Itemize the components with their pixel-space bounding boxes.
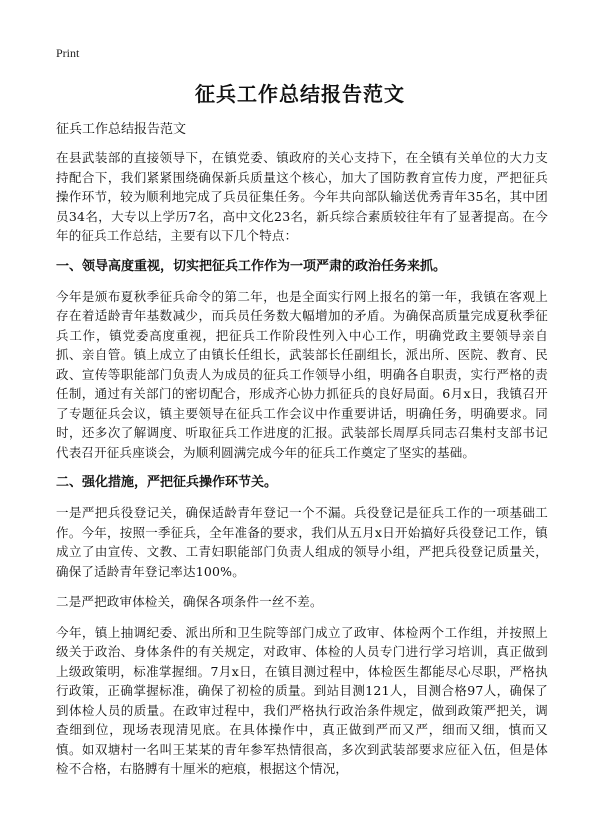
- section-1-heading: 一、领导高度重视，切实把征兵工作作为一项严肃的政治任务来抓。: [56, 258, 447, 274]
- print-link[interactable]: Print: [56, 46, 80, 60]
- document-body: [56, 120, 548, 790]
- section-2-paragraph-3: 今年，镇上抽调纪委、派出所和卫生院等部门成立了政审、体检两个工作组，并按照上级关于政治、身体条件的有关规定，对政审、体检的人员专门进行学习培训，真正做到上级政策明，标准掌握细。7月x日，在镇目测过程中，体检医生都能尽心尽职，严格执行政策，正确掌握标准，确保了初检的质量。到站目测121人，目测合格97人，确保了到体检人员的质量。在政审过程中，我们严格执行政治条件规定，做到政策严把关，调查细到位，现场表现清见底。在具体操作中，真正做到严而又严，细而又细，慎而又慎。如双塘村一名叫王某某的青年参军热情很高，多次到武装部要求应征入伍，但是体检不合格，右胳膊有十厘米的疤痕，根据这个情况，: [56, 624, 548, 776]
- section-2-paragraph-1: 一是严把兵役登记关，确保适龄青年登记一个不漏。兵役登记是征兵工作的一项基础工作。今年，按照一季征兵，全年准备的要求，我们从五月x日开始搞好兵役登记工作，镇成立了由宣传、文教、工青妇职能部门负责人组成的领导小组，严把兵役登记质量关，确保了适龄青年登记率达100%。: [56, 505, 548, 579]
- intro-paragraph: 在县武装部的直接领导下，在镇党委、镇政府的关心支持下，在全镇有关单位的大力支持配合下，我们紧紧围绕确保新兵质量这个核心，加大了国防教育宣传力度，严把征兵操作环节，较为顺利地完成了兵员征集任务。今年共向部队输送优秀青年35名，其中团员34名，大专以上学历7名，高中文化23名，新兵综合素质较往年有了显著提高。在今年的征兵工作总结，主要有以下几个特点：: [56, 150, 548, 243]
- document-title: 征兵工作总结报告范文: [195, 82, 405, 106]
- section-2-heading: 二、强化措施，严把征兵操作环节关。: [56, 475, 278, 490]
- document-subtitle: 征兵工作总结报告范文: [56, 122, 187, 137]
- section-2-paragraph-2: 二是严把政审体检关，确保各项条件一丝不差。: [56, 594, 323, 609]
- section-1-paragraph: 今年是颁布夏秋季征兵命令的第二年，也是全面实行网上报名的第一年，我镇在客观上存在着适龄青年基数减少，而兵员任务数大幅增加的矛盾。为确保高质量完成夏秋季征兵工作，镇党委高度重视，把征兵工作阶段性列入中心工作，明确党政主要领导亲自抓、亲自管。镇上成立了由镇长任组长，武装部长任副组长，派出所、医院、教育、民政、宣传等职能部门负责人为成员的征兵工作领导小组，明确各自职责，实行严格的责任制，通过有关部门的密切配合，形成齐心协力抓征兵的良好局面。6月x日，我镇召开了专题征兵会议，镇主要领导在征兵工作会议中作重要讲话，明确任务，明确要求。同时，还多次了解调度、听取征兵工作进度的汇报。武装部长周厚兵同志召集村支部书记代表召开征兵座谈会，为顺利圆满完成今年的征兵工作奠定了坚实的基础。: [56, 288, 548, 460]
